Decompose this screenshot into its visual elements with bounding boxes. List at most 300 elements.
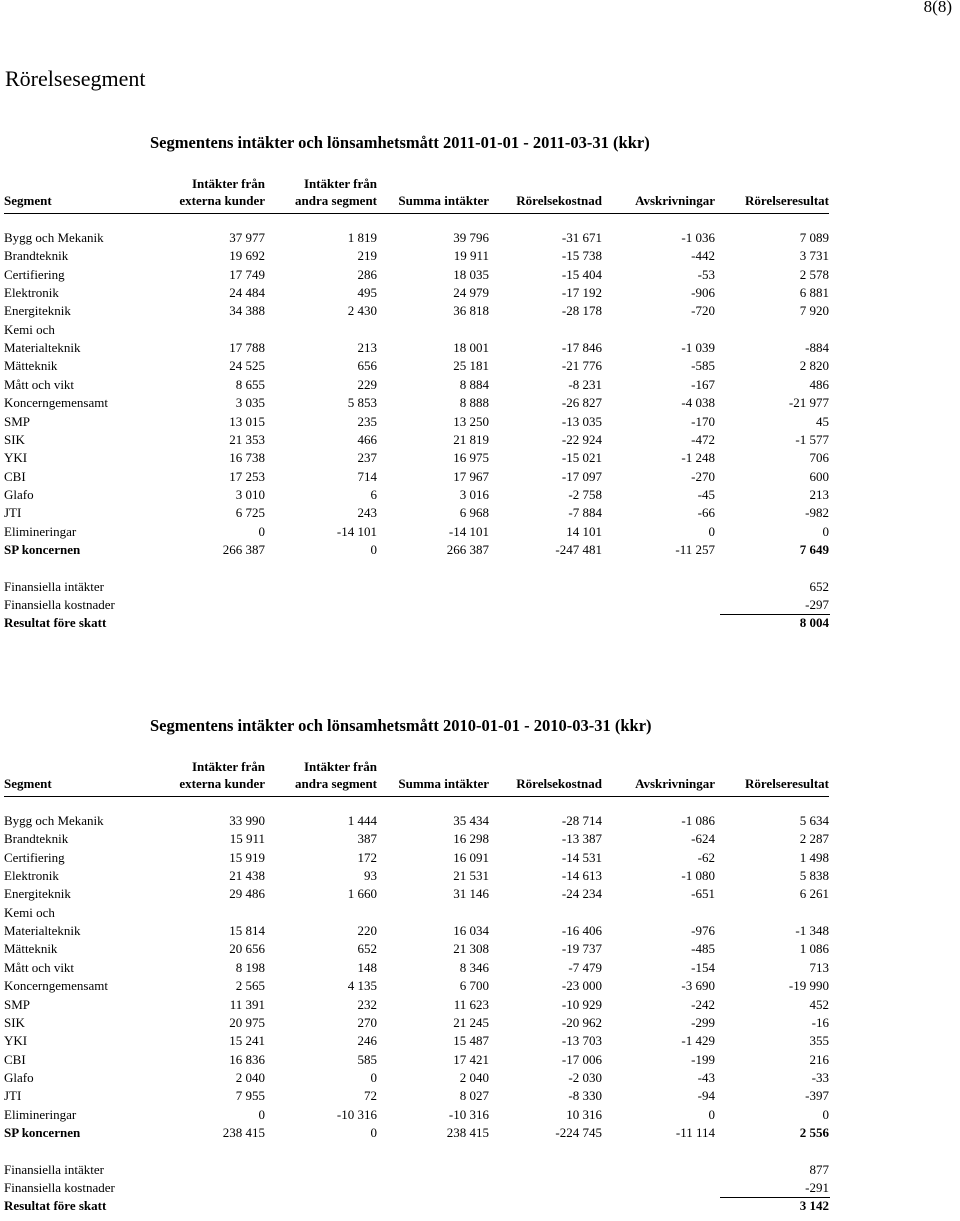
cell-kostnad: -28 714 [561, 813, 602, 828]
cell-avskr: 0 [708, 523, 715, 539]
cell-avskr: -585 [691, 358, 715, 374]
cell-summa: 39 796 [453, 230, 489, 245]
cell-andra: -10 316 [336, 1106, 377, 1122]
result-before-tax-row-value: 8 004 [799, 615, 829, 631]
column-header-segment: Segment [4, 776, 52, 791]
total-resultat: 7 649 [799, 541, 829, 557]
cell-andra: 585 [357, 1051, 377, 1067]
cell-kostnad: -7 479 [568, 959, 602, 975]
row-label: SIK [4, 431, 25, 447]
cell-summa: -10 316 [448, 1106, 489, 1122]
column-header-operating-result [745, 192, 829, 209]
row-label: Elektronik [4, 285, 59, 301]
financial-income-row [0, 1162, 960, 1180]
cell-ext: 17 749 [229, 266, 265, 282]
table-row [0, 1107, 960, 1125]
cell-resultat: 45 [816, 413, 829, 429]
total-andra: 0 [370, 541, 377, 557]
cell-resultat: 2 578 [799, 266, 829, 282]
cell-resultat: -397 [805, 1088, 829, 1104]
cell-andra: 5 853 [347, 395, 377, 411]
table-row [0, 285, 960, 303]
cell-avskr: -472 [691, 431, 715, 447]
cell-summa: 13 250 [453, 413, 489, 429]
cell-summa: 8 346 [459, 959, 489, 975]
column-header-other-segment [295, 758, 377, 792]
row-label: Glafo [4, 486, 34, 502]
cell-kostnad: -24 234 [561, 886, 602, 902]
cell-kostnad: -15 738 [561, 248, 602, 264]
table-row [0, 358, 960, 376]
financial-income-row-label: Finansiella intäkter [4, 1161, 105, 1177]
cell-ext: 6 725 [235, 505, 265, 521]
table-row [0, 1015, 960, 1033]
cell-andra: 72 [364, 1088, 377, 1104]
cell-resultat: 7 089 [799, 230, 829, 245]
financial-cost-row [0, 597, 960, 615]
cell-ext: 0 [258, 1106, 265, 1122]
column-header-external-line: externa kunder [179, 193, 265, 208]
cell-andra: 172 [357, 849, 377, 865]
row-label: Certifiering [4, 849, 65, 865]
cell-andra: 286 [357, 266, 377, 282]
total-avskr: -11 257 [675, 541, 715, 557]
cell-andra: 270 [357, 1014, 377, 1030]
cell-andra: 148 [357, 959, 377, 975]
row-label: Brandteknik [4, 248, 69, 264]
total-row [0, 1125, 960, 1143]
row-label: SIK [4, 1014, 25, 1030]
total-label: SP koncernen [4, 541, 81, 557]
cell-resultat: -16 [811, 1014, 829, 1030]
cell-ext: 15 814 [229, 923, 265, 939]
cell-ext: 15 919 [229, 849, 265, 865]
row-label: Koncerngemensamt [4, 395, 108, 411]
row-label: Kemi och [4, 904, 55, 920]
cell-resultat: 216 [809, 1051, 829, 1067]
cell-summa: 21 308 [453, 941, 489, 957]
cell-avskr: 0 [708, 1106, 715, 1122]
result-before-tax-row-label: Resultat före skatt [4, 615, 107, 631]
cell-summa: 17 967 [453, 468, 489, 484]
table-row [0, 831, 960, 849]
row-label: Certifiering [4, 266, 65, 282]
cell-ext: 13 015 [229, 413, 265, 429]
result-before-tax-row [0, 615, 960, 633]
table-row [0, 505, 960, 523]
cell-summa: 8 027 [459, 1088, 489, 1104]
cell-ext: 8 655 [235, 376, 265, 392]
cell-avskr: -485 [691, 941, 715, 957]
cell-resultat: 706 [809, 450, 829, 466]
row-label: YKI [4, 450, 28, 466]
column-header-total-income [398, 775, 489, 792]
cell-summa: 6 700 [459, 978, 489, 994]
cell-summa: 16 034 [453, 923, 489, 939]
header-rule [4, 213, 829, 214]
cell-andra: 0 [370, 1069, 377, 1085]
cell-summa: 19 911 [453, 248, 489, 264]
cell-kostnad: -15 404 [561, 266, 602, 282]
cell-kostnad: -13 703 [561, 1033, 602, 1049]
cell-resultat: 6 881 [799, 285, 829, 301]
cell-kostnad: 10 316 [566, 1106, 602, 1122]
table-row [0, 248, 960, 266]
column-header-operating-result [745, 775, 829, 792]
cell-ext: 20 656 [229, 941, 265, 957]
table-row [0, 868, 960, 886]
cell-ext: 34 388 [229, 303, 265, 319]
cell-summa: 16 298 [453, 831, 489, 847]
cell-andra: 6 [370, 486, 377, 502]
cell-avskr: -170 [691, 413, 715, 429]
cell-avskr: -199 [691, 1051, 715, 1067]
row-label: SMP [4, 996, 31, 1012]
column-header-depreciation-line: Avskrivningar [635, 193, 715, 208]
total-row [0, 542, 960, 560]
table-row [0, 377, 960, 395]
row-label: Elektronik [4, 868, 59, 884]
table-row [0, 432, 960, 450]
cell-kostnad: -15 021 [561, 450, 602, 466]
cell-avskr: -299 [691, 1014, 715, 1030]
cell-summa: 21 531 [453, 868, 489, 884]
cell-avskr: -1 080 [681, 868, 715, 884]
total-resultat: 2 556 [799, 1124, 829, 1140]
section-title: Segmentens intäkter och lönsamhetsmått 2011-01-01 - 2011-03-31 (kkr) [150, 133, 650, 152]
column-header-external [179, 758, 265, 792]
financial-cost-row-label: Finansiella kostnader [4, 1180, 115, 1195]
cell-andra: -14 101 [336, 523, 377, 539]
result-before-tax-row-value: 3 142 [799, 1198, 829, 1214]
cell-summa: 21 245 [453, 1014, 489, 1030]
total-andra: 0 [370, 1124, 377, 1140]
column-header-total-income [398, 192, 489, 209]
cell-resultat: 1 498 [799, 849, 829, 865]
cell-kostnad: -10 929 [561, 996, 602, 1012]
cell-avskr: -270 [691, 468, 715, 484]
row-label: YKI [4, 1033, 28, 1049]
cell-avskr: -66 [697, 505, 715, 521]
table-row [0, 414, 960, 432]
cell-summa: 3 016 [459, 486, 489, 502]
cell-ext: 3 035 [235, 395, 265, 411]
row-label: SMP [4, 413, 31, 429]
cell-ext: 16 836 [229, 1051, 265, 1067]
cell-avskr: -720 [691, 303, 715, 319]
cell-andra: 1 444 [347, 813, 377, 828]
cell-andra: 4 135 [347, 978, 377, 994]
table-row [0, 1088, 960, 1106]
cell-summa: 18 035 [453, 266, 489, 282]
row-label: Materialteknik [4, 923, 81, 939]
cell-resultat: 3 731 [799, 248, 829, 264]
cell-summa: 11 623 [453, 996, 489, 1012]
column-header-operating-cost [516, 192, 602, 209]
cell-resultat: 5 838 [799, 868, 829, 884]
row-label: Energiteknik [4, 886, 71, 902]
cell-kostnad: -19 737 [561, 941, 602, 957]
table-row [0, 524, 960, 542]
column-header-operating-cost [516, 775, 602, 792]
cell-summa: 6 968 [459, 505, 489, 521]
financial-income-row-label: Finansiella intäkter [4, 578, 105, 594]
row-label: CBI [4, 1051, 26, 1067]
cell-resultat: 2 820 [799, 358, 829, 374]
cell-avskr: -1 036 [681, 230, 715, 245]
row-label: CBI [4, 468, 26, 484]
total-avskr: -11 114 [675, 1124, 715, 1140]
cell-kostnad: -23 000 [561, 978, 602, 994]
row-label: Mått och vikt [4, 959, 75, 975]
cell-kostnad: -28 178 [561, 303, 602, 319]
total-label: SP koncernen [4, 1124, 81, 1140]
column-header-depreciation [635, 775, 715, 792]
cell-ext: 33 990 [229, 813, 265, 828]
column-header-other-segment [295, 175, 377, 209]
cell-andra: 466 [357, 431, 377, 447]
section-title: Segmentens intäkter och lönsamhetsmått 2010-01-01 - 2010-03-31 (kkr) [150, 716, 652, 735]
column-header-operating-result-line: Rörelseresultat [745, 776, 829, 791]
row-label: Bygg och Mekanik [4, 230, 104, 245]
cell-ext: 16 738 [229, 450, 265, 466]
cell-resultat: 6 261 [799, 886, 829, 902]
cell-summa: 36 818 [453, 303, 489, 319]
row-label: Elimineringar [4, 1106, 77, 1122]
row-label: Mått och vikt [4, 376, 75, 392]
cell-resultat: 355 [809, 1033, 829, 1049]
cell-avskr: -1 039 [681, 340, 715, 356]
table-row [0, 340, 960, 358]
table-row [0, 997, 960, 1015]
cell-andra: 243 [357, 505, 377, 521]
table-row [0, 905, 960, 923]
row-label: Materialteknik [4, 340, 81, 356]
cell-andra: 237 [357, 450, 377, 466]
column-header-operating-cost-line: Rörelsekostnad [516, 776, 602, 791]
cell-ext: 19 692 [229, 248, 265, 264]
cell-andra: 235 [357, 413, 377, 429]
cell-andra: 232 [357, 996, 377, 1012]
row-label: JTI [4, 505, 22, 521]
cell-resultat: 0 [822, 1106, 829, 1122]
cell-avskr: -1 086 [681, 813, 715, 828]
cell-andra: 246 [357, 1033, 377, 1049]
cell-resultat: 452 [809, 996, 829, 1012]
cell-andra: 652 [357, 941, 377, 957]
cell-avskr: -906 [691, 285, 715, 301]
financial-cost-row-value: -291 [805, 1180, 829, 1195]
column-header-other-segment-line: andra segment [295, 193, 377, 208]
cell-avskr: -53 [697, 266, 715, 282]
cell-avskr: -154 [691, 959, 715, 975]
cell-resultat: -1 577 [795, 431, 829, 447]
cell-summa: 16 091 [453, 849, 489, 865]
cell-avskr: -976 [691, 923, 715, 939]
table-row [0, 322, 960, 340]
cell-avskr: -94 [697, 1088, 715, 1104]
cell-andra: 656 [357, 358, 377, 374]
cell-ext: 0 [258, 523, 265, 539]
cell-kostnad: -13 387 [561, 831, 602, 847]
cell-ext: 17 788 [229, 340, 265, 356]
cell-summa: 2 040 [459, 1069, 489, 1085]
cell-avskr: -651 [691, 886, 715, 902]
total-kostnad: -224 745 [555, 1124, 602, 1140]
cell-avskr: -1 248 [681, 450, 715, 466]
cell-ext: 2 565 [235, 978, 265, 994]
cell-summa: 17 421 [453, 1051, 489, 1067]
cell-andra: 495 [357, 285, 377, 301]
row-label: Glafo [4, 1069, 34, 1085]
cell-andra: 220 [357, 923, 377, 939]
cell-andra: 213 [357, 340, 377, 356]
total-ext: 238 415 [222, 1124, 265, 1140]
cell-avskr: -1 429 [681, 1033, 715, 1049]
cell-ext: 24 484 [229, 285, 265, 301]
cell-avskr: -242 [691, 996, 715, 1012]
cell-kostnad: -7 884 [568, 505, 602, 521]
cell-kostnad: -14 613 [561, 868, 602, 884]
cell-ext: 15 911 [229, 831, 265, 847]
table-row [0, 978, 960, 996]
page-heading: Rörelsesegment [5, 66, 146, 91]
total-summa: 238 415 [446, 1124, 489, 1140]
cell-summa: 24 979 [453, 285, 489, 301]
cell-resultat: 2 287 [799, 831, 829, 847]
financial-income-row-value: 877 [809, 1161, 829, 1177]
cell-avskr: -43 [697, 1069, 715, 1085]
cell-andra: 93 [364, 868, 377, 884]
cell-ext: 3 010 [235, 486, 265, 502]
cell-summa: 25 181 [453, 358, 489, 374]
cell-summa: 8 884 [459, 376, 489, 392]
financial-income-row-value: 652 [809, 578, 829, 594]
table-row [0, 487, 960, 505]
row-label: Energiteknik [4, 303, 71, 319]
cell-kostnad: -8 330 [568, 1088, 602, 1104]
cell-ext: 29 486 [229, 886, 265, 902]
table-row [0, 1070, 960, 1088]
table-row [0, 886, 960, 904]
cell-kostnad: -2 758 [568, 486, 602, 502]
cell-summa: 18 001 [453, 340, 489, 356]
cell-kostnad: -31 671 [561, 230, 602, 245]
table-row [0, 813, 960, 831]
cell-andra: 2 430 [347, 303, 377, 319]
cell-ext: 21 438 [229, 868, 265, 884]
cell-kostnad: 14 101 [566, 523, 602, 539]
cell-ext: 2 040 [235, 1069, 265, 1085]
cell-andra: 1 660 [347, 886, 377, 902]
row-label: Bygg och Mekanik [4, 813, 104, 828]
cell-kostnad: -17 097 [561, 468, 602, 484]
cell-avskr: -442 [691, 248, 715, 264]
financial-cost-row-value: -297 [805, 597, 829, 612]
cell-avskr: -167 [691, 376, 715, 392]
column-header-total-income-line: Summa intäkter [398, 193, 489, 208]
cell-resultat: -1 348 [795, 923, 829, 939]
table-row [0, 469, 960, 487]
cell-avskr: -3 690 [681, 978, 715, 994]
cell-summa: 31 146 [453, 886, 489, 902]
row-label: Elimineringar [4, 523, 77, 539]
result-before-tax-row [0, 1198, 960, 1216]
cell-kostnad: -17 006 [561, 1051, 602, 1067]
header-rule [4, 796, 829, 797]
cell-andra: 714 [357, 468, 377, 484]
table-row [0, 450, 960, 468]
cell-kostnad: -20 962 [561, 1014, 602, 1030]
cell-kostnad: -22 924 [561, 431, 602, 447]
cell-summa: 35 434 [453, 813, 489, 828]
column-header-operating-result-line: Rörelseresultat [745, 193, 829, 208]
financial-cost-row [0, 1180, 960, 1198]
table-row [0, 303, 960, 321]
cell-kostnad: -21 776 [561, 358, 602, 374]
cell-resultat: -19 990 [788, 978, 829, 994]
row-label: Kemi och [4, 321, 55, 337]
column-header-depreciation [635, 192, 715, 209]
cell-ext: 24 525 [229, 358, 265, 374]
cell-summa: 16 975 [453, 450, 489, 466]
table-row [0, 395, 960, 413]
cell-ext: 8 198 [235, 959, 265, 975]
row-label: Koncerngemensamt [4, 978, 108, 994]
row-label: JTI [4, 1088, 22, 1104]
cell-summa: -14 101 [448, 523, 489, 539]
column-header-external [179, 175, 265, 209]
row-label: Mätteknik [4, 358, 58, 374]
column-header-external-line: externa kunder [179, 776, 265, 791]
table-row [0, 960, 960, 978]
cell-resultat: 5 634 [799, 813, 829, 828]
cell-avskr: -62 [697, 849, 715, 865]
cell-kostnad: -8 231 [568, 376, 602, 392]
cell-summa: 8 888 [459, 395, 489, 411]
cell-summa: 21 819 [453, 431, 489, 447]
column-header-other-segment-line: andra segment [295, 776, 377, 791]
total-kostnad: -247 481 [555, 541, 602, 557]
table-row [0, 850, 960, 868]
cell-resultat: -21 977 [788, 395, 829, 411]
cell-resultat: 713 [809, 959, 829, 975]
cell-kostnad: -17 846 [561, 340, 602, 356]
table-row [0, 230, 960, 248]
cell-andra: 229 [357, 376, 377, 392]
table-row [0, 923, 960, 941]
cell-summa: 15 487 [453, 1033, 489, 1049]
financial-cost-row-label: Finansiella kostnader [4, 597, 115, 612]
cell-resultat: 7 920 [799, 303, 829, 319]
row-label: Brandteknik [4, 831, 69, 847]
table-row [0, 1052, 960, 1070]
column-header-external-line: Intäkter från [191, 176, 265, 191]
cell-avskr: -45 [697, 486, 715, 502]
cell-kostnad: -16 406 [561, 923, 602, 939]
cell-resultat: 600 [809, 468, 829, 484]
cell-ext: 21 353 [229, 431, 265, 447]
cell-andra: 1 819 [347, 230, 377, 245]
cell-ext: 15 241 [229, 1033, 265, 1049]
column-header-other-segment-line: Intäkter från [303, 759, 377, 774]
cell-kostnad: -17 192 [561, 285, 602, 301]
cell-andra: 219 [357, 248, 377, 264]
cell-ext: 17 253 [229, 468, 265, 484]
cell-ext: 11 391 [229, 996, 265, 1012]
cell-resultat: -33 [811, 1069, 829, 1085]
cell-resultat: 486 [809, 376, 829, 392]
